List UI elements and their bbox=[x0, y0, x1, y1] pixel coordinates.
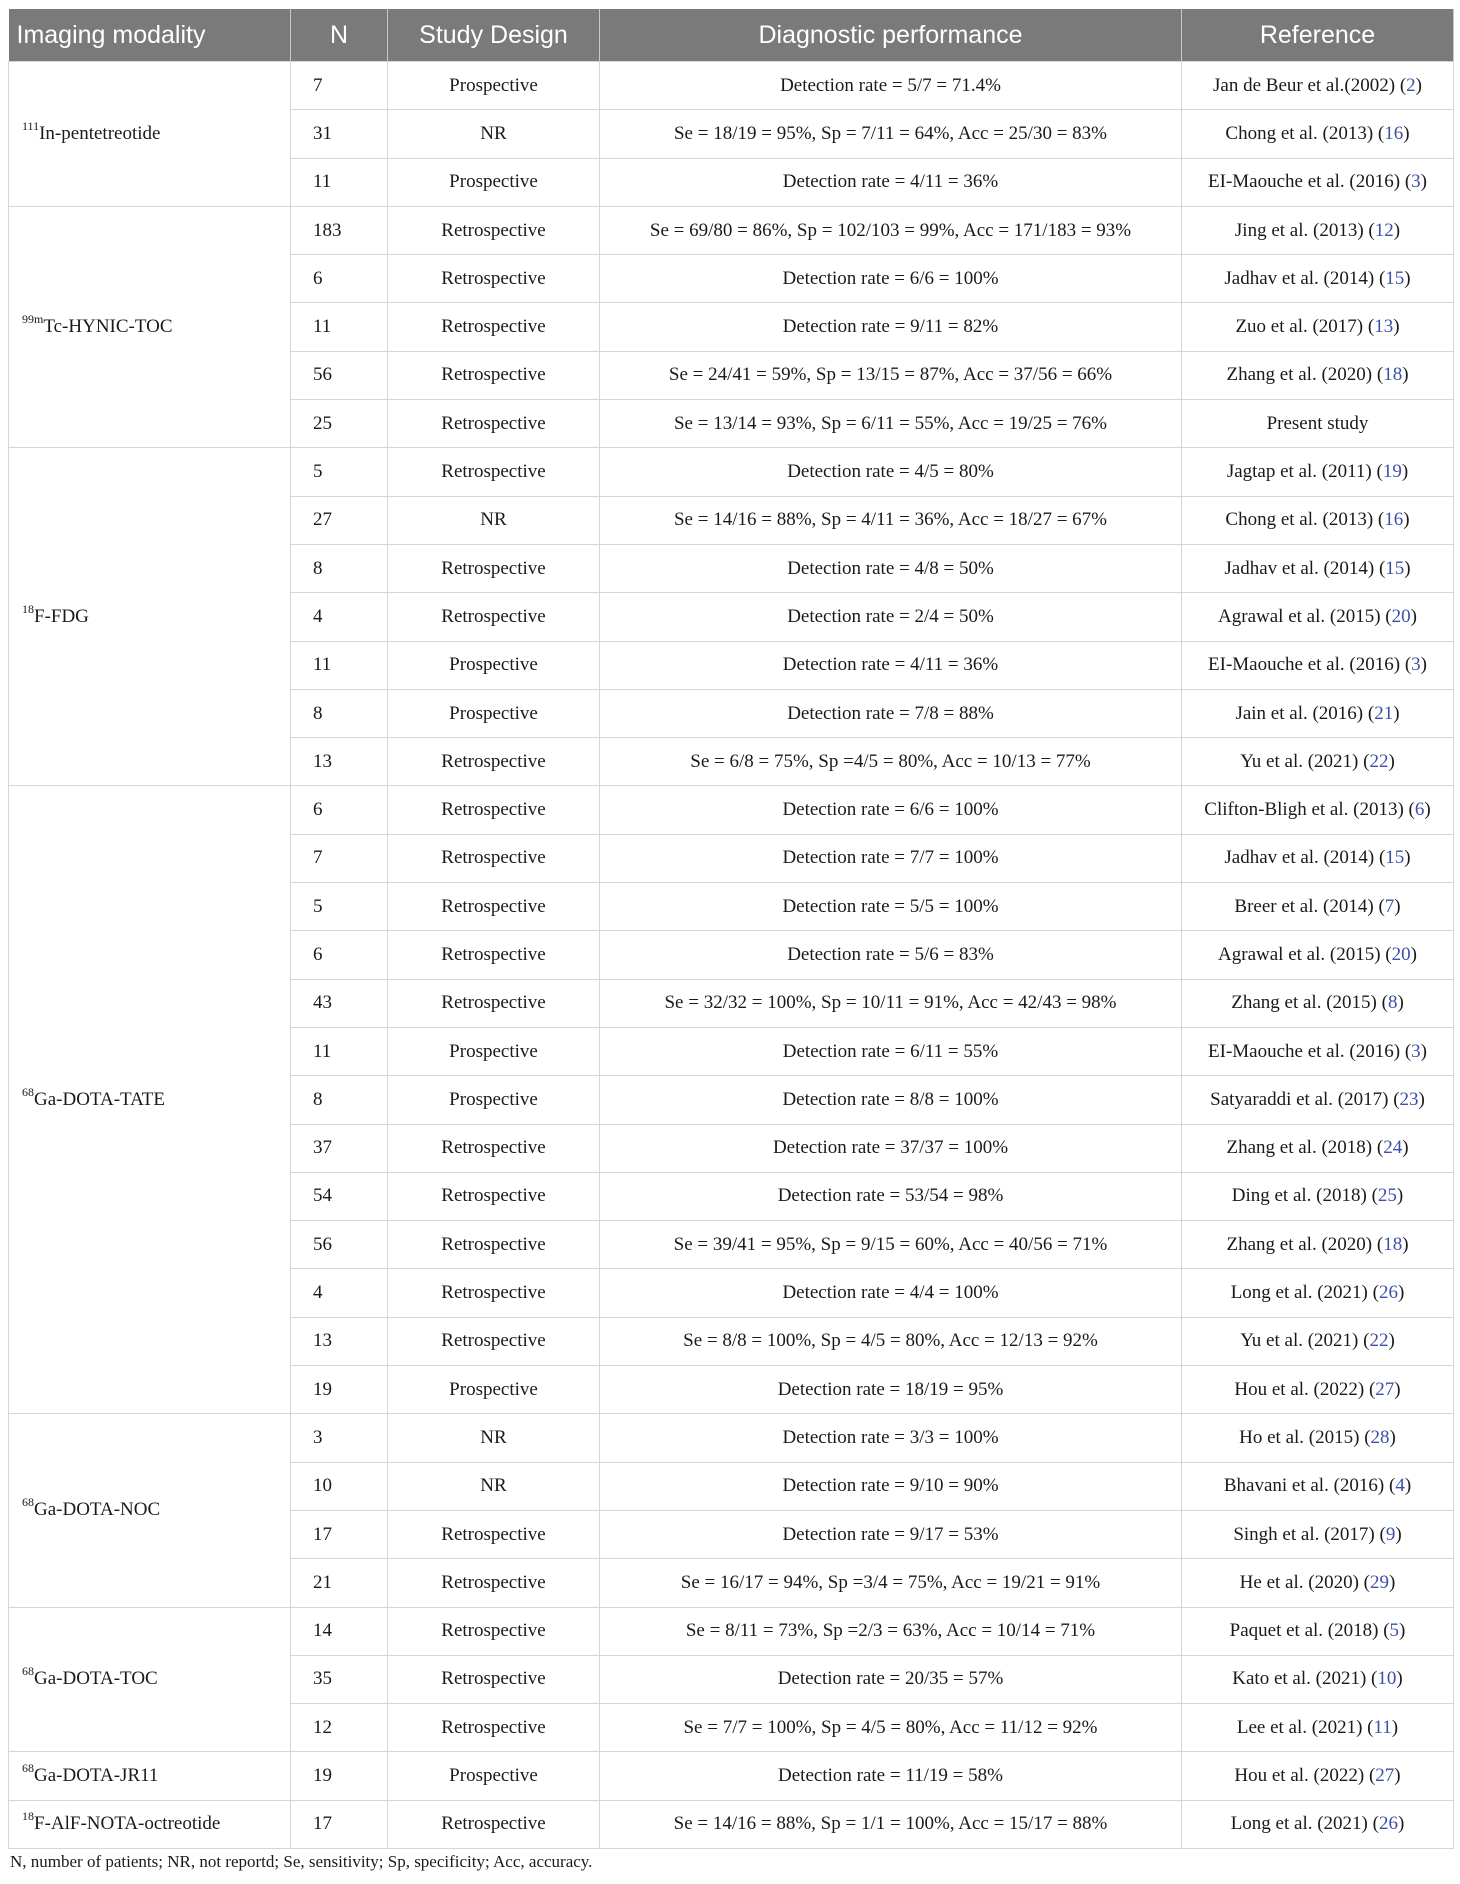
n-cell: 10 bbox=[291, 1462, 388, 1510]
diagnostic-performance-cell: Detection rate = 4/5 = 80% bbox=[600, 448, 1182, 496]
n-cell: 6 bbox=[291, 931, 388, 979]
table-body bbox=[9, 62, 1454, 1849]
modality-name: F-AlF-NOTA-octreotide bbox=[34, 1813, 221, 1835]
reference-text: Jadhav et al. (2014) bbox=[1224, 267, 1375, 289]
diagnostic-performance-cell: Detection rate = 4/4 = 100% bbox=[600, 1269, 1182, 1317]
imaging-modality-cell bbox=[9, 786, 291, 1414]
diagnostic-performance-cell: Detection rate = 4/11 = 36% bbox=[600, 641, 1182, 689]
reference-cell: Bhavani et al. (2016) (4) bbox=[1182, 1462, 1454, 1510]
reference-text: Kato et al. (2021) bbox=[1232, 1668, 1367, 1690]
header-imaging-modality: Imaging modality bbox=[9, 9, 291, 62]
reference-text: Clifton-Bligh et al. (2013) bbox=[1204, 799, 1404, 821]
reference-cell: Zhang et al. (2020) (18) bbox=[1182, 351, 1454, 399]
reference-text: Long et al. (2021) bbox=[1230, 1813, 1368, 1835]
imaging-modality-cell bbox=[9, 206, 291, 447]
n-cell: 11 bbox=[291, 641, 388, 689]
study-design-cell: Prospective bbox=[388, 641, 600, 689]
study-design-cell: Retrospective bbox=[388, 351, 600, 399]
n-cell: 17 bbox=[291, 1800, 388, 1848]
reference-text: Breer et al. (2014) bbox=[1234, 895, 1374, 917]
table-footnote: N, number of patients; NR, not reportd; Se, sensitivity; Sp, specificity; Acc, accuracy. bbox=[10, 1852, 593, 1871]
isotope-mass-number: 68 bbox=[22, 1084, 34, 1099]
isotope-mass-number: 18 bbox=[22, 1809, 34, 1824]
diagnostic-performance-cell: Detection rate = 7/8 = 88% bbox=[600, 689, 1182, 737]
n-cell: 13 bbox=[291, 1317, 388, 1365]
n-cell: 56 bbox=[291, 351, 388, 399]
study-design-cell: Retrospective bbox=[388, 786, 600, 834]
diagnostic-performance-cell: Detection rate = 37/37 = 100% bbox=[600, 1124, 1182, 1172]
reference-cell: Zhang et al. (2020) (18) bbox=[1182, 1221, 1454, 1269]
reference-text: Yu et al. (2021) bbox=[1240, 1330, 1359, 1352]
reference-text: Satyaraddi et al. (2017) bbox=[1210, 1088, 1389, 1110]
imaging-modality-cell bbox=[9, 1752, 291, 1800]
reference-text: Bhavani et al. (2016) bbox=[1223, 1475, 1385, 1497]
modality-name: Tc-HYNIC-TOC bbox=[43, 316, 173, 338]
n-cell: 183 bbox=[291, 206, 388, 254]
reference-cell: Hou et al. (2022) (27) bbox=[1182, 1752, 1454, 1800]
citation-link[interactable]: 13 bbox=[1374, 316, 1394, 338]
n-cell: 13 bbox=[291, 738, 388, 786]
diagnostic-performance-cell: Se = 32/32 = 100%, Sp = 10/11 = 91%, Acc = 42/43 = 98% bbox=[600, 979, 1182, 1027]
reference-text: Jan de Beur et al.(2002) bbox=[1213, 74, 1396, 96]
reference-text: Jagtap et al. (2011) bbox=[1226, 461, 1372, 483]
study-design-cell: Prospective bbox=[388, 1752, 600, 1800]
study-design-cell: Retrospective bbox=[388, 1269, 600, 1317]
study-design-cell: Retrospective bbox=[388, 448, 600, 496]
n-cell: 11 bbox=[291, 303, 388, 351]
table-row bbox=[9, 206, 1454, 254]
reference-cell: Jain et al. (2016) (21) bbox=[1182, 689, 1454, 737]
study-design-cell: Retrospective bbox=[388, 1124, 600, 1172]
citation-link[interactable]: 12 bbox=[1374, 219, 1394, 241]
diagnostic-performance-cell: Se = 14/16 = 88%, Sp = 4/11 = 36%, Acc = 18/27 = 67% bbox=[600, 496, 1182, 544]
isotope-mass-number: 68 bbox=[22, 1664, 34, 1679]
reference-text: Hou et al. (2022) bbox=[1234, 1765, 1365, 1787]
reference-cell: Jan de Beur et al.(2002) (2) bbox=[1182, 62, 1454, 110]
study-design-cell: Retrospective bbox=[388, 1172, 600, 1220]
n-cell: 19 bbox=[291, 1366, 388, 1414]
n-cell: 31 bbox=[291, 110, 388, 158]
n-cell: 17 bbox=[291, 1510, 388, 1558]
reference-cell: Jagtap et al. (2011) (19) bbox=[1182, 448, 1454, 496]
citation-link[interactable]: 22 bbox=[1369, 1330, 1389, 1352]
reference-text: Yu et al. (2021) bbox=[1240, 750, 1359, 772]
study-design-cell: Prospective bbox=[388, 1027, 600, 1075]
reference-text: Zhang et al. (2020) bbox=[1226, 1233, 1373, 1255]
header-n: N bbox=[291, 9, 388, 62]
citation-link[interactable]: 27 bbox=[1375, 1765, 1395, 1787]
n-cell: 6 bbox=[291, 255, 388, 303]
n-cell: 14 bbox=[291, 1607, 388, 1655]
reference-cell: Ho et al. (2015) (28) bbox=[1182, 1414, 1454, 1462]
reference-text: Paquet et al. (2018) bbox=[1229, 1620, 1379, 1642]
study-design-cell: Retrospective bbox=[388, 593, 600, 641]
citation-link[interactable]: 20 bbox=[1391, 605, 1411, 627]
imaging-modality-cell bbox=[9, 448, 291, 786]
study-design-cell: Prospective bbox=[388, 689, 600, 737]
diagnostic-performance-cell: Detection rate = 7/7 = 100% bbox=[600, 834, 1182, 882]
reference-text: Ho et al. (2015) bbox=[1239, 1426, 1360, 1448]
n-cell: 43 bbox=[291, 979, 388, 1027]
diagnostic-performance-cell: Se = 13/14 = 93%, Sp = 6/11 = 55%, Acc = 19/25 = 76% bbox=[600, 400, 1182, 448]
table-row bbox=[9, 1607, 1454, 1655]
n-cell: 4 bbox=[291, 593, 388, 641]
study-design-cell: NR bbox=[388, 1462, 600, 1510]
imaging-modality-cell bbox=[9, 1414, 291, 1607]
diagnostic-performance-cell: Detection rate = 6/6 = 100% bbox=[600, 786, 1182, 834]
modality-name: Ga-DOTA-JR11 bbox=[34, 1765, 159, 1787]
reference-text: Present study bbox=[1266, 412, 1369, 434]
n-cell: 11 bbox=[291, 1027, 388, 1075]
citation-link[interactable]: 16 bbox=[1384, 509, 1404, 531]
reference-cell: Ding et al. (2018) (25) bbox=[1182, 1172, 1454, 1220]
reference-cell: EI-Maouche et al. (2016) (3) bbox=[1182, 1027, 1454, 1075]
n-cell: 8 bbox=[291, 1076, 388, 1124]
modality-name: In-pentetreotide bbox=[39, 122, 161, 144]
study-design-cell: NR bbox=[388, 1414, 600, 1462]
diagnostic-performance-cell: Detection rate = 11/19 = 58% bbox=[600, 1752, 1182, 1800]
reference-cell: Zhang et al. (2018) (24) bbox=[1182, 1124, 1454, 1172]
citation-link[interactable]: 3 bbox=[1411, 171, 1421, 193]
modality-name: Ga-DOTA-NOC bbox=[34, 1499, 161, 1521]
reference-text: Chong et al. (2013) bbox=[1225, 122, 1374, 144]
table-row bbox=[9, 448, 1454, 496]
citation-link[interactable]: 4 bbox=[1395, 1475, 1405, 1497]
reference-text: Agrawal et al. (2015) bbox=[1218, 605, 1381, 627]
citation-link[interactable]: 26 bbox=[1378, 1282, 1398, 1304]
n-cell: 3 bbox=[291, 1414, 388, 1462]
reference-text: Long et al. (2021) bbox=[1230, 1282, 1368, 1304]
header-study-design: Study Design bbox=[388, 9, 600, 62]
citation-link[interactable]: 20 bbox=[1391, 943, 1411, 965]
study-design-cell: Retrospective bbox=[388, 1510, 600, 1558]
diagnostic-performance-cell: Detection rate = 3/3 = 100% bbox=[600, 1414, 1182, 1462]
diagnostic-performance-cell: Se = 24/41 = 59%, Sp = 13/15 = 87%, Acc = 37/56 = 66% bbox=[600, 351, 1182, 399]
citation-link[interactable]: 24 bbox=[1383, 1137, 1403, 1159]
reference-cell: Yu et al. (2021) (22) bbox=[1182, 738, 1454, 786]
diagnostic-performance-cell: Se = 8/11 = 73%, Sp =2/3 = 63%, Acc = 10/14 = 71% bbox=[600, 1607, 1182, 1655]
imaging-modality-table bbox=[8, 9, 1454, 1849]
reference-text: Zuo et al. (2017) bbox=[1235, 316, 1364, 338]
n-cell: 54 bbox=[291, 1172, 388, 1220]
citation-link[interactable]: 5 bbox=[1389, 1620, 1400, 1642]
study-design-cell: Retrospective bbox=[388, 738, 600, 786]
study-design-cell: Retrospective bbox=[388, 1607, 600, 1655]
n-cell: 4 bbox=[291, 1269, 388, 1317]
reference-cell: Agrawal et al. (2015) (20) bbox=[1182, 931, 1454, 979]
n-cell: 8 bbox=[291, 689, 388, 737]
diagnostic-performance-cell: Se = 8/8 = 100%, Sp = 4/5 = 80%, Acc = 12/13 = 92% bbox=[600, 1317, 1182, 1365]
citation-link[interactable]: 9 bbox=[1385, 1523, 1396, 1545]
citation-link[interactable]: 10 bbox=[1377, 1668, 1397, 1690]
citation-link[interactable]: 27 bbox=[1375, 1378, 1395, 1400]
n-cell: 7 bbox=[291, 62, 388, 110]
n-cell: 19 bbox=[291, 1752, 388, 1800]
reference-text: Chong et al. (2013) bbox=[1225, 509, 1374, 531]
table-row bbox=[9, 1800, 1454, 1848]
diagnostic-performance-cell: Detection rate = 5/7 = 71.4% bbox=[600, 62, 1182, 110]
modality-name: F-FDG bbox=[34, 605, 89, 627]
citation-link[interactable]: 26 bbox=[1378, 1813, 1398, 1835]
n-cell: 37 bbox=[291, 1124, 388, 1172]
reference-cell: Clifton-Bligh et al. (2013) (6) bbox=[1182, 786, 1454, 834]
reference-cell: Long et al. (2021) (26) bbox=[1182, 1269, 1454, 1317]
table-row bbox=[9, 1752, 1454, 1800]
reference-text: Jing et al. (2013) bbox=[1234, 219, 1364, 241]
citation-link[interactable]: 21 bbox=[1374, 702, 1394, 724]
n-cell: 21 bbox=[291, 1559, 388, 1607]
n-cell: 5 bbox=[291, 448, 388, 496]
n-cell: 7 bbox=[291, 834, 388, 882]
reference-cell: Breer et al. (2014) (7) bbox=[1182, 883, 1454, 931]
reference-cell: Singh et al. (2017) (9) bbox=[1182, 1510, 1454, 1558]
table-row bbox=[9, 1414, 1454, 1462]
citation-link[interactable]: 15 bbox=[1385, 267, 1405, 289]
study-design-cell: Retrospective bbox=[388, 1559, 600, 1607]
reference-cell: Yu et al. (2021) (22) bbox=[1182, 1317, 1454, 1365]
citation-link[interactable]: 2 bbox=[1406, 74, 1416, 96]
reference-text: Ding et al. (2018) bbox=[1231, 1185, 1367, 1207]
isotope-mass-number: 68 bbox=[22, 1761, 34, 1776]
study-design-cell: Prospective bbox=[388, 62, 600, 110]
reference-cell: Jadhav et al. (2014) (15) bbox=[1182, 544, 1454, 592]
isotope-mass-number: 111 bbox=[22, 118, 40, 133]
diagnostic-performance-cell: Se = 14/16 = 88%, Sp = 1/1 = 100%, Acc = 15/17 = 88% bbox=[600, 1800, 1182, 1848]
modality-name: Ga-DOTA-TOC bbox=[34, 1668, 158, 1690]
study-design-cell: Retrospective bbox=[388, 206, 600, 254]
study-design-cell: Retrospective bbox=[388, 303, 600, 351]
study-design-cell: Prospective bbox=[388, 1076, 600, 1124]
citation-link[interactable]: 19 bbox=[1382, 461, 1402, 483]
diagnostic-performance-cell: Detection rate = 18/19 = 95% bbox=[600, 1366, 1182, 1414]
reference-text: Zhang et al. (2020) bbox=[1226, 364, 1373, 386]
reference-cell: Jadhav et al. (2014) (15) bbox=[1182, 255, 1454, 303]
citation-link[interactable]: 25 bbox=[1377, 1185, 1397, 1207]
reference-text: Lee et al. (2021) bbox=[1236, 1716, 1363, 1738]
reference-text: Jadhav et al. (2014) bbox=[1224, 847, 1375, 869]
citation-link[interactable]: 28 bbox=[1370, 1426, 1390, 1448]
study-design-cell: Retrospective bbox=[388, 1655, 600, 1703]
diagnostic-performance-cell: Detection rate = 2/4 = 50% bbox=[600, 593, 1182, 641]
table-row bbox=[9, 786, 1454, 834]
diagnostic-performance-cell: Detection rate = 9/11 = 82% bbox=[600, 303, 1182, 351]
citation-link[interactable]: 11 bbox=[1373, 1716, 1392, 1738]
reference-cell: Kato et al. (2021) (10) bbox=[1182, 1655, 1454, 1703]
study-design-cell: Retrospective bbox=[388, 255, 600, 303]
study-design-cell: Retrospective bbox=[388, 1317, 600, 1365]
reference-text: EI-Maouche et al. (2016) bbox=[1208, 171, 1401, 193]
diagnostic-performance-cell: Detection rate = 20/35 = 57% bbox=[600, 1655, 1182, 1703]
citation-link[interactable]: 18 bbox=[1383, 1233, 1403, 1255]
reference-cell: Chong et al. (2013) (16) bbox=[1182, 496, 1454, 544]
study-design-cell: Retrospective bbox=[388, 931, 600, 979]
reference-text: Zhang et al. (2015) bbox=[1231, 992, 1377, 1014]
diagnostic-performance-cell: Detection rate = 53/54 = 98% bbox=[600, 1172, 1182, 1220]
isotope-mass-number: 99m bbox=[22, 312, 44, 327]
study-design-cell: Retrospective bbox=[388, 834, 600, 882]
reference-cell: Zhang et al. (2015) (8) bbox=[1182, 979, 1454, 1027]
reference-cell: Satyaraddi et al. (2017) (23) bbox=[1182, 1076, 1454, 1124]
reference-text: Zhang et al. (2018) bbox=[1226, 1137, 1373, 1159]
header-diagnostic-performance: Diagnostic performance bbox=[600, 9, 1182, 62]
citation-link[interactable]: 22 bbox=[1369, 750, 1389, 772]
header-row bbox=[9, 9, 1454, 62]
n-cell: 56 bbox=[291, 1221, 388, 1269]
study-design-cell: Prospective bbox=[388, 158, 600, 206]
reference-cell: Chong et al. (2013) (16) bbox=[1182, 110, 1454, 158]
study-design-cell: Retrospective bbox=[388, 1800, 600, 1848]
citation-link[interactable]: 3 bbox=[1411, 1040, 1421, 1062]
citation-link[interactable]: 23 bbox=[1399, 1088, 1419, 1110]
n-cell: 12 bbox=[291, 1704, 388, 1752]
reference-text: Hou et al. (2022) bbox=[1234, 1378, 1365, 1400]
study-design-cell: Retrospective bbox=[388, 400, 600, 448]
citation-link[interactable]: 3 bbox=[1411, 654, 1421, 676]
n-cell: 11 bbox=[291, 158, 388, 206]
imaging-modality-cell bbox=[9, 1607, 291, 1752]
citation-link[interactable]: 7 bbox=[1384, 895, 1395, 917]
citation-link[interactable]: 6 bbox=[1414, 799, 1425, 821]
diagnostic-performance-cell: Detection rate = 6/11 = 55% bbox=[600, 1027, 1182, 1075]
reference-text: Singh et al. (2017) bbox=[1233, 1523, 1375, 1545]
reference-cell: Paquet et al. (2018) (5) bbox=[1182, 1607, 1454, 1655]
diagnostic-performance-cell: Detection rate = 5/6 = 83% bbox=[600, 931, 1182, 979]
reference-cell: Lee et al. (2021) (11) bbox=[1182, 1704, 1454, 1752]
isotope-mass-number: 68 bbox=[22, 1495, 34, 1510]
reference-cell: EI-Maouche et al. (2016) (3) bbox=[1182, 641, 1454, 689]
table-row bbox=[9, 62, 1454, 110]
citation-link[interactable]: 8 bbox=[1387, 992, 1398, 1014]
study-design-cell: Retrospective bbox=[388, 883, 600, 931]
diagnostic-performance-cell: Detection rate = 9/10 = 90% bbox=[600, 1462, 1182, 1510]
reference-cell: Jing et al. (2013) (12) bbox=[1182, 206, 1454, 254]
study-design-cell: NR bbox=[388, 110, 600, 158]
reference-cell: He et al. (2020) (29) bbox=[1182, 1559, 1454, 1607]
diagnostic-performance-cell: Detection rate = 6/6 = 100% bbox=[600, 255, 1182, 303]
diagnostic-performance-cell: Se = 18/19 = 95%, Sp = 7/11 = 64%, Acc = 25/30 = 83% bbox=[600, 110, 1182, 158]
reference-cell: Long et al. (2021) (26) bbox=[1182, 1800, 1454, 1848]
reference-text: Agrawal et al. (2015) bbox=[1218, 943, 1381, 965]
reference-text: EI-Maouche et al. (2016) bbox=[1208, 1040, 1401, 1062]
reference-text: He et al. (2020) bbox=[1239, 1571, 1359, 1593]
diagnostic-performance-cell: Se = 69/80 = 86%, Sp = 102/103 = 99%, Acc = 171/183 = 93% bbox=[600, 206, 1182, 254]
citation-link[interactable]: 18 bbox=[1383, 364, 1403, 386]
reference-cell: EI-Maouche et al. (2016) (3) bbox=[1182, 158, 1454, 206]
study-design-cell: Retrospective bbox=[388, 979, 600, 1027]
reference-cell bbox=[1182, 400, 1454, 448]
n-cell: 25 bbox=[291, 400, 388, 448]
n-cell: 8 bbox=[291, 544, 388, 592]
diagnostic-performance-cell: Se = 6/8 = 75%, Sp =4/5 = 80%, Acc = 10/13 = 77% bbox=[600, 738, 1182, 786]
n-cell: 6 bbox=[291, 786, 388, 834]
citation-link[interactable]: 15 bbox=[1385, 557, 1405, 579]
citation-link[interactable]: 15 bbox=[1385, 847, 1405, 869]
study-design-cell: NR bbox=[388, 496, 600, 544]
header-reference: Reference bbox=[1182, 9, 1454, 62]
diagnostic-performance-cell: Se = 16/17 = 94%, Sp =3/4 = 75%, Acc = 19/21 = 91% bbox=[600, 1559, 1182, 1607]
citation-link[interactable]: 16 bbox=[1384, 122, 1404, 144]
diagnostic-performance-cell: Detection rate = 5/5 = 100% bbox=[600, 883, 1182, 931]
diagnostic-performance-cell: Detection rate = 9/17 = 53% bbox=[600, 1510, 1182, 1558]
n-cell: 35 bbox=[291, 1655, 388, 1703]
study-design-cell: Retrospective bbox=[388, 544, 600, 592]
citation-link[interactable]: 29 bbox=[1369, 1571, 1389, 1593]
diagnostic-performance-cell: Se = 39/41 = 95%, Sp = 9/15 = 60%, Acc = 40/56 = 71% bbox=[600, 1221, 1182, 1269]
modality-name: Ga-DOTA-TATE bbox=[34, 1088, 165, 1110]
imaging-modality-cell bbox=[9, 62, 291, 207]
diagnostic-performance-cell: Detection rate = 8/8 = 100% bbox=[600, 1076, 1182, 1124]
n-cell: 5 bbox=[291, 883, 388, 931]
reference-cell: Agrawal et al. (2015) (20) bbox=[1182, 593, 1454, 641]
study-design-cell: Retrospective bbox=[388, 1221, 600, 1269]
reference-text: Jadhav et al. (2014) bbox=[1224, 557, 1375, 579]
study-design-cell: Retrospective bbox=[388, 1704, 600, 1752]
diagnostic-performance-cell: Se = 7/7 = 100%, Sp = 4/5 = 80%, Acc = 11/12 = 92% bbox=[600, 1704, 1182, 1752]
study-design-cell: Prospective bbox=[388, 1366, 600, 1414]
table-container bbox=[8, 9, 1453, 1849]
n-cell: 27 bbox=[291, 496, 388, 544]
diagnostic-performance-cell: Detection rate = 4/11 = 36% bbox=[600, 158, 1182, 206]
reference-text: EI-Maouche et al. (2016) bbox=[1208, 654, 1401, 676]
imaging-modality-cell bbox=[9, 1800, 291, 1848]
diagnostic-performance-cell: Detection rate = 4/8 = 50% bbox=[600, 544, 1182, 592]
reference-text: Jain et al. (2016) bbox=[1235, 702, 1364, 724]
isotope-mass-number: 18 bbox=[22, 601, 34, 616]
reference-cell: Zuo et al. (2017) (13) bbox=[1182, 303, 1454, 351]
reference-cell: Hou et al. (2022) (27) bbox=[1182, 1366, 1454, 1414]
table-header bbox=[9, 9, 1454, 62]
reference-cell: Jadhav et al. (2014) (15) bbox=[1182, 834, 1454, 882]
